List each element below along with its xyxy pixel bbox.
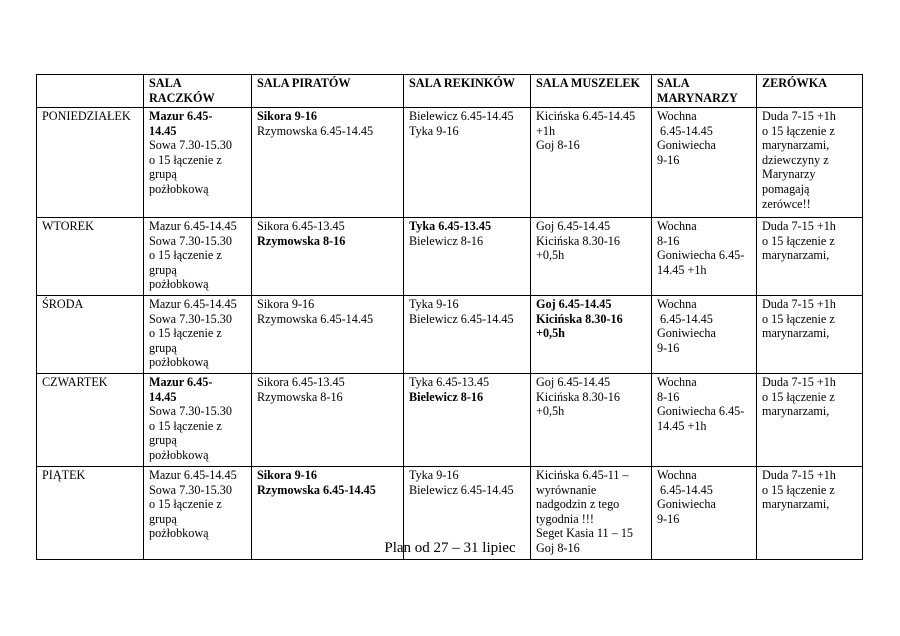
schedule-line: o 15 łączenie z [762, 311, 835, 326]
schedule-line: Rzymowska 6.45-14.45 [257, 311, 374, 326]
schedule-line: Mazur 6.45- [149, 109, 213, 123]
schedule-cell-sala-marynarzy [652, 108, 757, 218]
schedule-line: o 15 łączenie z [762, 233, 835, 248]
schedule-line: marynarzami, [762, 497, 830, 512]
schedule-cell-sala-marynarzy [652, 296, 757, 374]
schedule-line: +0,5h [536, 404, 565, 419]
header-cell-sala-marynarzy: SALA MARYNARZY [652, 75, 757, 108]
schedule-line: Mazur 6.45-14.45 [149, 297, 237, 311]
schedule-line: o 15 łączenie z [149, 326, 222, 341]
schedule-line: Goj 6.45-14.45 [536, 375, 611, 389]
schedule-line: wyrównanie [536, 482, 597, 497]
schedule-line: Mazur 6.45- [149, 375, 213, 389]
schedule-line: grupą [149, 511, 177, 526]
schedule-cell-sala-muszelek [531, 108, 652, 218]
schedule-line: o 15 łączenie z [149, 152, 222, 167]
day-cell: PONIEDZIAŁEK [37, 108, 144, 218]
schedule-line: Duda 7-15 +1h [762, 297, 836, 311]
schedule-line: dziewczyny z [762, 152, 829, 167]
schedule-line: Kicińska 8.30-16 [536, 311, 623, 326]
schedule-cell-sala-piratow [252, 374, 404, 467]
schedule-line: pożłobkową [149, 277, 209, 292]
schedule-line: 14.45 [149, 123, 177, 138]
schedule-line: Marynarzy [762, 167, 816, 182]
schedule-line: Rzymowska 6.45-14.45 [257, 482, 376, 497]
header-row [37, 75, 863, 108]
schedule-line: Duda 7-15 +1h [762, 468, 836, 482]
schedule-line: Tyka 6.45-13.45 [409, 375, 490, 389]
schedule-line: 8-16 [657, 233, 680, 248]
schedule-line: Sikora 9-16 [257, 109, 317, 123]
schedule-cell-sala-rekinkow [404, 218, 531, 296]
schedule-line: +0,5h [536, 326, 565, 341]
schedule-line: pożłobkową [149, 355, 209, 370]
header-cell-sala-muszelek: SALA MUSZELEK [531, 75, 652, 108]
schedule-cell-zerowka [757, 374, 863, 467]
schedule-line: Goniwiecha [657, 138, 716, 153]
header-cell-sala-piratow: SALA PIRATÓW [252, 75, 404, 108]
schedule-line: pożłobkową [149, 447, 209, 462]
table-row [37, 218, 863, 296]
schedule-line: Bielewicz 6.45-14.45 [409, 482, 514, 497]
schedule-cell-zerowka [757, 296, 863, 374]
schedule-line: Tyka 9-16 [409, 297, 459, 311]
schedule-line: Duda 7-15 +1h [762, 219, 836, 233]
table-row [37, 108, 863, 218]
schedule-line: pożłobkową [149, 181, 209, 196]
schedule-line: Bielewicz 8-16 [409, 389, 484, 404]
schedule-line: marynarzami, [762, 404, 830, 419]
schedule-line: Sowa 7.30-15.30 [149, 404, 232, 419]
schedule-line: Sowa 7.30-15.30 [149, 311, 232, 326]
schedule-line: 9-16 [657, 152, 680, 167]
schedule-line: Mazur 6.45-14.45 [149, 468, 237, 482]
schedule-cell-sala-piratow [252, 218, 404, 296]
schedule-line: Sikora 9-16 [257, 297, 315, 311]
schedule-line: Mazur 6.45-14.45 [149, 219, 237, 233]
schedule-line: Kicińska 6.45-14.45 [536, 109, 636, 123]
table-row [37, 374, 863, 467]
schedule-line: Goniwiecha 6.45- [657, 248, 745, 263]
schedule-line: Wochna [657, 468, 697, 482]
schedule-line: Sikora 6.45-13.45 [257, 375, 345, 389]
schedule-line: Tyka 9-16 [409, 123, 459, 138]
schedule-line: Bielewicz 8-16 [409, 233, 484, 248]
schedule-cell-sala-raczkow [144, 296, 252, 374]
header-cell-sala-rekinkow: SALA REKINKÓW [404, 75, 531, 108]
schedule-cell-sala-marynarzy [652, 218, 757, 296]
table-row [37, 296, 863, 374]
schedule-cell-sala-muszelek [531, 296, 652, 374]
schedule-line: Duda 7-15 +1h [762, 375, 836, 389]
schedule-line: Goniwiecha [657, 497, 716, 512]
schedule-line: o 15 łączenie z [762, 389, 835, 404]
schedule-line: Sikora 9-16 [257, 468, 317, 482]
day-cell: ŚRODA [37, 296, 144, 374]
schedule-cell-sala-rekinkow [404, 374, 531, 467]
schedule-line: o 15 łączenie z [762, 123, 835, 138]
schedule-cell-sala-rekinkow [404, 108, 531, 218]
schedule-line: Kicińska 8.30-16 [536, 389, 620, 404]
schedule-line: 14.45 +1h [657, 262, 707, 277]
schedule-line: 8-16 [657, 389, 680, 404]
schedule-line: Sikora 6.45-13.45 [257, 219, 345, 233]
schedule-line: Tyka 6.45-13.45 [409, 219, 492, 233]
schedule-line: 9-16 [657, 340, 680, 355]
schedule-line: marynarzami, [762, 248, 830, 263]
schedule-cell-sala-muszelek [531, 218, 652, 296]
schedule-line: Sowa 7.30-15.30 [149, 482, 232, 497]
plan-caption: Plan od 27 – 31 lipiec [384, 540, 516, 556]
schedule-line: Goj 8-16 [536, 138, 580, 153]
schedule-line: Goniwiecha 6.45- [657, 404, 745, 419]
schedule-line: Rzymowska 8-16 [257, 389, 343, 404]
schedule-line: Goj 8-16 [536, 540, 580, 555]
schedule-line: Bielewicz 6.45-14.45 [409, 311, 514, 326]
schedule-line: 6.45-14.45 [657, 311, 713, 326]
schedule-line: o 15 łączenie z [149, 497, 222, 512]
schedule-line: Kicińska 8.30-16 [536, 233, 620, 248]
schedule-line: Bielewicz 6.45-14.45 [409, 109, 514, 123]
header-cell-day [37, 75, 144, 108]
schedule-line: 6.45-14.45 [657, 482, 713, 497]
schedule-line: grupą [149, 262, 177, 277]
schedule-line: pomagają [762, 181, 810, 196]
day-cell: PIĄTEK [37, 467, 144, 560]
schedule-line: grupą [149, 433, 177, 448]
schedule-line: o 15 łączenie z [149, 418, 222, 433]
schedule-line: o 15 łączenie z [149, 248, 222, 263]
header-cell-sala-raczkow: SALA RACZKÓW [144, 75, 252, 108]
schedule-line: Wochna [657, 219, 697, 233]
schedule-line: Rzymowska 8-16 [257, 233, 346, 248]
schedule-cell-sala-muszelek [531, 374, 652, 467]
schedule-cell-sala-piratow [252, 108, 404, 218]
schedule-line: Sowa 7.30-15.30 [149, 138, 232, 153]
schedule-cell-sala-rekinkow [404, 296, 531, 374]
schedule-line: +0,5h [536, 248, 565, 263]
schedule-line: 14.45 +1h [657, 418, 707, 433]
schedule-line: Duda 7-15 +1h [762, 109, 836, 123]
day-cell: CZWARTEK [37, 374, 144, 467]
schedule-table [36, 74, 863, 560]
schedule-line: 14.45 [149, 389, 177, 404]
schedule-line: pożłobkową [149, 526, 209, 541]
schedule-cell-zerowka [757, 218, 863, 296]
schedule-cell-sala-raczkow [144, 218, 252, 296]
schedule-cell-zerowka [757, 108, 863, 218]
schedule-line: Kicińska 6.45-11 – [536, 468, 629, 482]
schedule-body [37, 108, 863, 560]
schedule-line: +1h [536, 123, 556, 138]
schedule-cell-sala-raczkow [144, 374, 252, 467]
schedule-line: grupą [149, 167, 177, 182]
schedule-line: marynarzami, [762, 326, 830, 341]
header-cell-zerowka: ZERÓWKA [757, 75, 863, 108]
schedule-line: Wochna [657, 297, 697, 311]
schedule-line: tygodnia !!! [536, 511, 594, 526]
schedule-line: nadgodzin z tego [536, 497, 620, 512]
schedule-line: o 15 łączenie z [762, 482, 835, 497]
schedule-line: grupą [149, 340, 177, 355]
schedule-line: Goj 6.45-14.45 [536, 219, 611, 233]
schedule-line: Wochna [657, 375, 697, 389]
schedule-line: Tyka 9-16 [409, 468, 459, 482]
schedule-cell-sala-marynarzy [652, 374, 757, 467]
schedule-line: Wochna [657, 109, 697, 123]
schedule-line: Goj 6.45-14.45 [536, 297, 612, 311]
schedule-line: marynarzami, [762, 138, 830, 153]
schedule-cell-sala-piratow [252, 296, 404, 374]
day-cell: WTOREK [37, 218, 144, 296]
schedule-line: Goniwiecha [657, 326, 716, 341]
schedule-cell-sala-raczkow [144, 108, 252, 218]
schedule-line: Sowa 7.30-15.30 [149, 233, 232, 248]
schedule-line: 9-16 [657, 511, 680, 526]
schedule-line: zerówce!! [762, 196, 811, 211]
schedule-line: Rzymowska 6.45-14.45 [257, 123, 374, 138]
schedule-line: Seget Kasia 11 – 15 [536, 526, 634, 541]
schedule-line: 6.45-14.45 [657, 123, 713, 138]
